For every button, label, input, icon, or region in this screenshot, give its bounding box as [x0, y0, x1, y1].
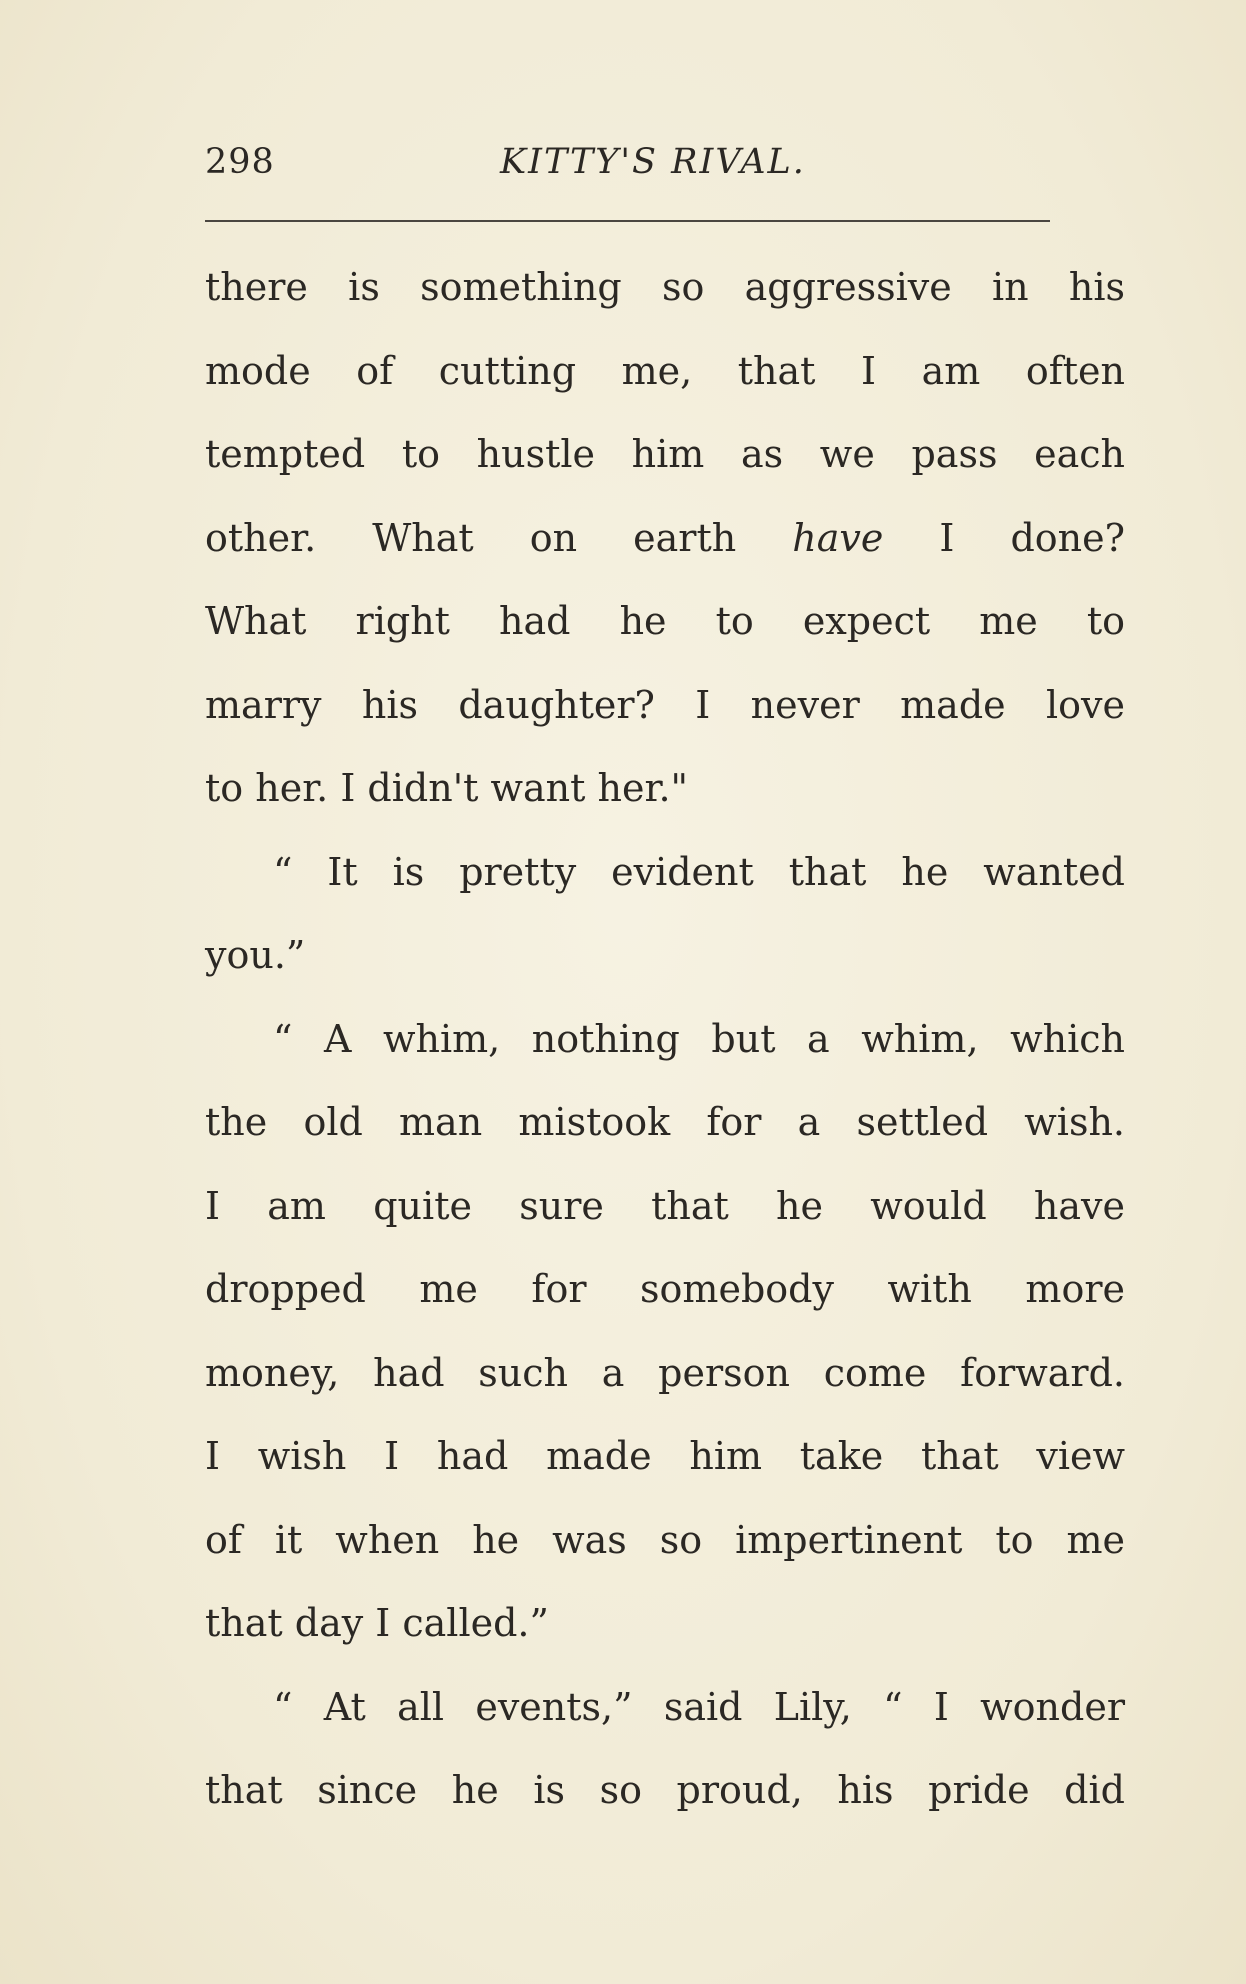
text-line: “ At all events,” said Lily, “ I wonder: [273, 1684, 1125, 1729]
text-line: money, had such a person come forward.: [205, 1350, 1125, 1395]
text-line: marry his daughter? I never made love: [205, 682, 1125, 727]
text-line: What right had he to expect me to: [205, 599, 1125, 643]
body-text: [205, 255, 1125, 1842]
page-number: 298: [205, 142, 275, 182]
emphasis-text: have: [792, 515, 884, 560]
text-line: I wish I had made him take that view: [205, 1434, 1125, 1478]
text-line: that day I called.”: [205, 1601, 549, 1645]
text-line: tempted to hustle him as we pass each: [205, 432, 1125, 476]
text-line: the old man mistook for a settled wish.: [205, 1100, 1125, 1144]
text-line: you.”: [205, 933, 306, 977]
page-header: [205, 142, 845, 192]
text-line: of it when he was so impertinent to me: [205, 1517, 1125, 1562]
text-line: to her. I didn't want her.": [205, 766, 689, 810]
text-line: dropped me for somebody with more: [205, 1267, 1125, 1311]
text-segment: other. What on earth: [205, 515, 793, 560]
text-segment: I done?: [883, 515, 1125, 560]
text-line: I am quite sure that he would have: [205, 1183, 1125, 1228]
text-line: [205, 506, 1125, 590]
header-rule: [205, 220, 1050, 222]
text-line: “ A whim, nothing but a whim, which: [273, 1016, 1125, 1061]
running-title: KITTY'S RIVAL.: [500, 142, 806, 182]
text-line: that since he is so proud, his pride did: [205, 1768, 1125, 1812]
text-line: there is something so aggressive in his: [205, 265, 1125, 309]
text-line: “ It is pretty evident that he wanted: [273, 849, 1125, 894]
text-line: mode of cutting me, that I am often: [205, 348, 1125, 393]
